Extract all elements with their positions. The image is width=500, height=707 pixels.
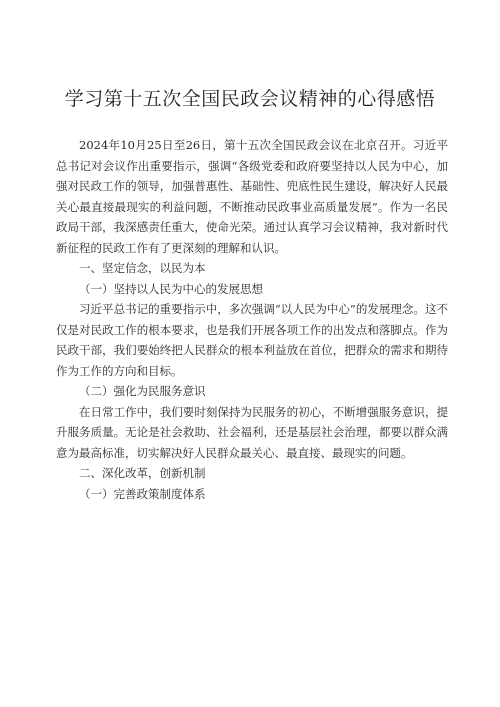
section-heading-1: 一、坚定信念，以民为本 bbox=[79, 261, 206, 275]
subsection-heading-2-1: （一）完善政策制度体系 bbox=[79, 486, 206, 501]
paragraph-intro: 2024年10月25日至26日，第十五次全国民政会议在北京召开。习近平总书记对会议作出重要指示，强调“各级党委和政府要坚持以人民为中心，加强对民政工作的领导，加强普惠性、基础性、兜底性民生建设，解决好人民最关心最直接最现实的利益问题，不断推动民政事业高质量发展”。作为一名民政局干部，我深感责任重大，使命光荣。通过认真学习会议精神，我对新时代新征程的民政工作有了更深刻的理解和认识。 bbox=[56, 138, 448, 255]
paragraph-1-1: 习近平总书记的重要指示中，多次强调“以人民为中心”的发展理念。这不仅是对民政工作的根本要求，也是我们开展各项工作的出发点和落脚点。作为民政干部，我们要始终把人民群众的根本利益放在首位，把群众的需求和期待作为工作的方向和目标。 bbox=[56, 302, 448, 378]
subsection-heading-1-2: （二）强化为民服务意识 bbox=[79, 384, 206, 398]
section-heading-2: 二、深化改革，创新机制 bbox=[79, 466, 206, 480]
document-body bbox=[56, 135, 448, 504]
document-title: 学习第十五次全国民政会议精神的心得感悟 bbox=[64, 88, 436, 110]
subsection-heading-1-1: （一）坚持以人民为中心的发展思想 bbox=[79, 281, 263, 296]
paragraph-1-2: 在日常工作中，我们要时刻保持为民服务的初心，不断增强服务意识，提升服务质量。无论是社会救助、社会福利，还是基层社会治理，都要以群众满意为最高标准，切实解决好人民群众最关心、最直接、最现实的问题。 bbox=[56, 404, 448, 460]
